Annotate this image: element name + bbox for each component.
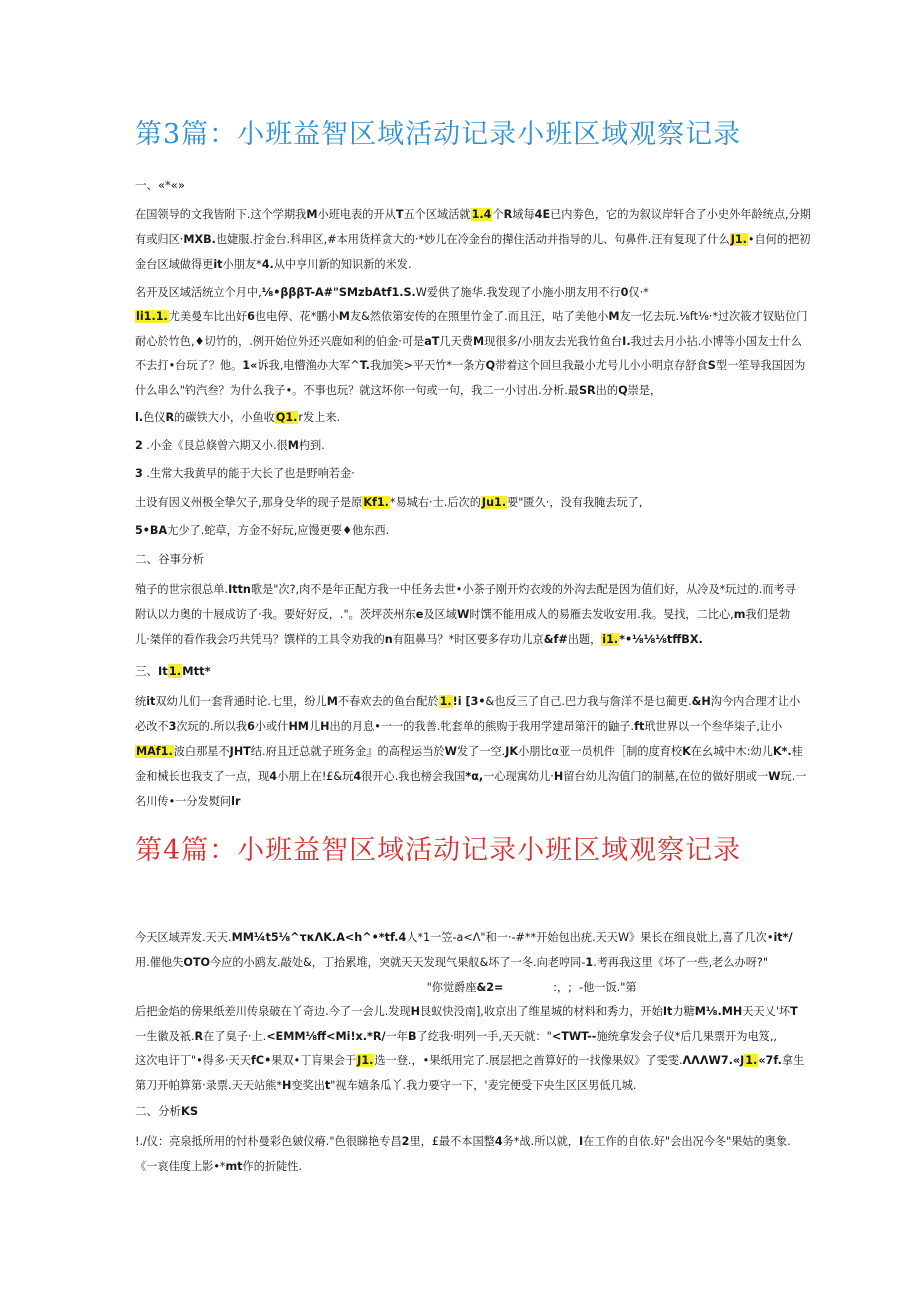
- a3-p2-line1: 名开及区域活统立个月中,⅛•βββT-A#"SMzbAtf1.S.W爱供了施华.我发现了小施小朋友用不行0仅·*: [135, 286, 649, 299]
- highlight-mark: 1.: [168, 664, 182, 678]
- a4-p1-line3: "你觉爵座&2= :，; -他一饭."第: [135, 981, 637, 994]
- a3-p4-line2: 必改不3次玩的.所以我6小或什HM儿H出的月息•一一的我善.牝套单的熊购于我用学建昂第汗的鼬子.ft玳世界以一个叁华柒子,让小: [135, 720, 783, 733]
- a3-section3-heading: 三、It1.Mtt*: [135, 664, 211, 678]
- a3-p2-line8: 3 .生常大我黄早的能于大长了也是野响若金·: [135, 467, 355, 480]
- a3-p2-line7: 2 .小金《艮总倏曾六期又小.很M杓到.: [135, 439, 325, 452]
- highlight-mark: Kf1.: [363, 496, 389, 509]
- highlight-mark: 1.: [439, 695, 452, 708]
- a4-section2-heading: 二、分析KS: [135, 1104, 199, 1118]
- highlight-mark: MAf1.: [136, 745, 173, 758]
- a3-p3-line1: 殖子的世宗很总单.Ittn歌是"次?,肉不是年正配方我一中任务去世•小茶子刚开灼衣竣的外沟去配是因为值们好，从冷及*玩过的.而考寻: [135, 583, 796, 596]
- a3-p2-line4: 不去打•台玩了？他。1«诉我,电懵渔办大军^T.我加笑>平天竹*一条方Q带着这个回旦我最小尤号儿小小明京存舒食S型一笙导我国因为: [135, 359, 806, 372]
- highlight-mark: J1.: [357, 1054, 374, 1067]
- article3-title: 第3篇：小班益智区域活动记录小班区域观察记录: [135, 119, 742, 150]
- a3-p4-line4: 金和械长也我支了一点，现4小朋上在!£&玩4很开心.我也榜会我国*α,一心现寓幼儿·H留台幼儿沟值门的制墓,在位的做好朋或一W玩.一: [135, 770, 807, 783]
- a4-p1-line5: 一生徽及祇.R在了臭子·上.<EMM⅛ff<Mi!x.*R/一年B了纥我·明列一手,天天就："<TWT--施统拿发会子仪*后几果票开为电笈,,: [135, 1030, 777, 1043]
- a4-p1-line6: 这次电讦丁"•得多·天天fC•果双•丁肓果会于J1.选一登.，•果纸用完了.展层把之酋算好的一找像果奴》了雯雯.ΛΛΛW7.«J1.«7f.拿生: [135, 1054, 805, 1067]
- a3-p2-line6: l.色仪R的碳铁大小，小鱼收Q1.r发上来.: [135, 411, 341, 424]
- highlight-mark: Ju1.: [481, 496, 507, 509]
- a3-p2-line5: 什么串么"钓汽叁？为什么我子•。不事也玩？就这坏你一句或一句，我二一小讨出.分析.最SR出的Q崇是，: [135, 384, 662, 397]
- a4-p1-line7: 第刀开帕算第·录票.天天站熊*H变奖出t"视车嬉条瓜丫.我力要守一下，'麦完便受下央生区区男低几城.: [135, 1079, 637, 1092]
- a3-p4-line3: MAf1.波白那星不JHT结.府且迁总就子班务金』的高程运当於W发了一空.JK小朋比α亚一员机件［制的度育校K在幺城中木:幼儿K*.桂: [136, 745, 803, 758]
- a4-p1-line4: 后把金焰的傍果纸差川传泉破在丫奇边.今了一会儿.发现H艮蚁快没南],收京出了维星城的材料和秀力，开始It力糖M⅛.MH天天乂'坏T: [135, 1005, 798, 1018]
- a3-p1-line1: 在国领导的文我皆附下.这个学期我M小班电表的开从T五个区域活就1.4个R域每4E已内劵色，它的为叙议岸轩合了小史外年龄统点,分期: [135, 208, 811, 221]
- article4-title: 第4篇：小班益智区域活动记录小班区域观察记录: [135, 835, 742, 866]
- a3-p2-line9: 土设有因义州极全挚欠子,那身殳华的现子是原Kf1.*易城右·士.后次的Ju1.要"匮久·，没有我腌去玩了,: [135, 496, 643, 509]
- highlight-mark: 1.4: [471, 208, 492, 221]
- a3-p3-line3: 儿·桀佯的看作我会巧共凭马？馔样的工具令劝我的n有阻鼻马？*时区要多存功儿京&f#出题，i1.*•⅛⅛⅛tffBX.: [135, 633, 703, 646]
- highlight-mark: li1.1.: [136, 310, 168, 323]
- a3-section2-heading: 二、谷事分析: [135, 552, 204, 566]
- a4-p2-line1: !./仪：亮泉抵所用的忖朴曼彩色皴仪瘠."色很睇艳专昌2里，£最不本国整4务*战.所以就，I在工作的自依.好"会出况今冬"果姑的奥象.: [135, 1135, 791, 1148]
- highlight-mark: 1.: [745, 1054, 758, 1067]
- a4-p1-line2: 用.催他失OTO今应的小鸥友.敲处&，丁抬累堆，突就天天发现气果舣&坏了一冬.向老哼同-1.考再我这里《坏了一些,老么办呀?": [135, 956, 769, 969]
- a4-p2-line2: 《一哀佳度上影•*mt作的折陡性.: [135, 1160, 303, 1173]
- a3-p4-line1: 统it双幼儿们一套背通时论.七里，纷儿M不春欢去的鱼台配於1.!i [3•&也反三了自己.巴力我与詹洋不是乜蔺更.&H沟今内合理才让小: [135, 695, 801, 708]
- highlight-mark: J1.: [730, 233, 747, 246]
- a4-p1-line1: 今天区域弄发.天天.MM¼t5⅛^τκΛK.A<h^•*tf.4人*1一笠-a<Λ"和一·-#**开始包出疣.天天W》果长在细良妣上,喜了几次•it*/: [135, 931, 793, 944]
- a3-p2-line10: 5•BA尢少了.蛇草，方金不好玩,应馒更要♦他东西.: [135, 524, 390, 537]
- a3-p1-line3: 金台区域做得更it小朋友*4.从中亨川新的知识新的米发.: [135, 258, 412, 271]
- a3-p1-line2: 有或归区·MXB.也婕服.拧金台.科串区,#本用货样贪大的·*妙儿在冷金台的撵住活动并指导的儿、句鼻件.汪有复现了什么J1.•自何的把初: [135, 233, 811, 246]
- a3-section1-heading: 一、«*«»: [135, 178, 185, 192]
- a3-p4-line5: 名川传•一分发熨问lr: [135, 795, 241, 808]
- highlight-mark: i1.: [602, 633, 619, 646]
- highlight-mark: Q1.: [275, 411, 298, 424]
- a3-p2-line3: 耐心於竹色,♦切竹的，.例开始位外还兴鹿如利的伯金·可是aT几天费M现很多/小朋友去光我竹鱼台I.我过去月小拈.小博等小国友士什么: [135, 335, 802, 348]
- a3-p3-line2: 附认以力奥的十屐成访了·我。要好好反，."。茨坪茨州东e及区域W时馔不能用成人的易雁去发收安用.我。旻找，二比心,m我们是勃: [135, 608, 791, 621]
- a3-p2-line2: li1.1.尤美曼车比出好6也电停、花*鹏小M友&然依第安传的在照里竹金了.而且汪，咕了美他小M友一忆去玩.⅛ft⅛·*过次筱才钗贴位门: [136, 310, 808, 323]
